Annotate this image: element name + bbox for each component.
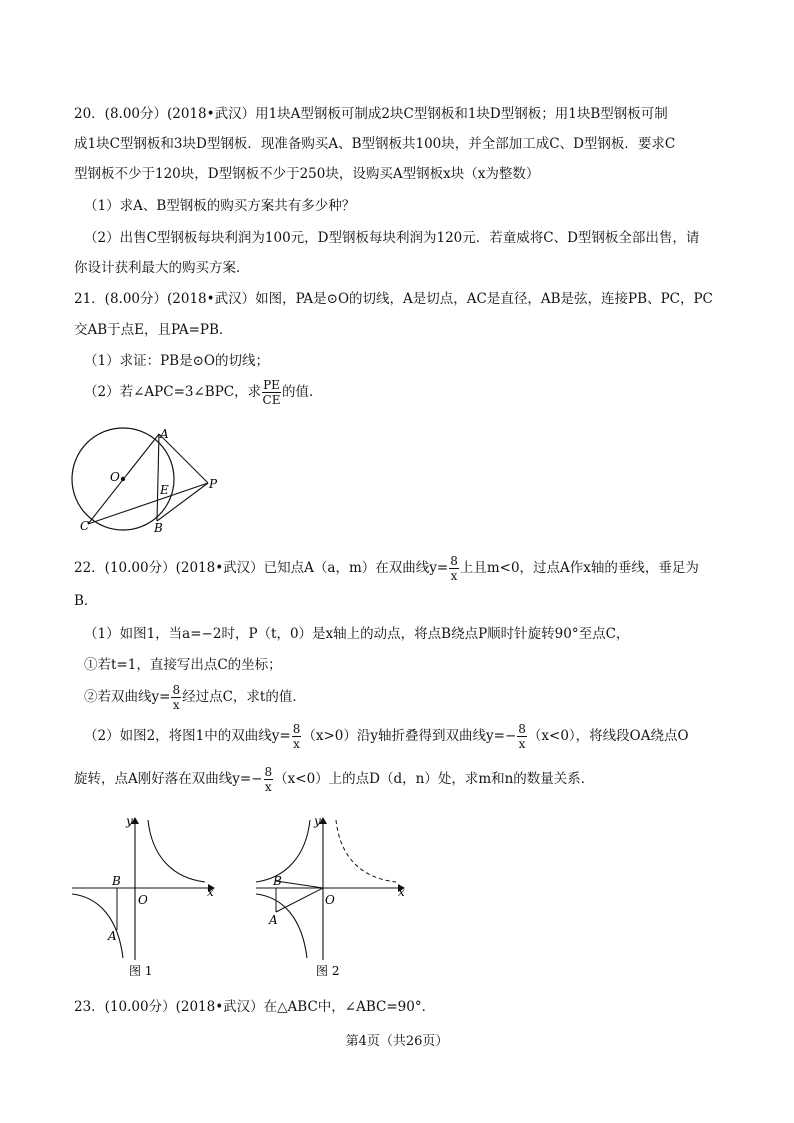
q22-p2-d: 旋转，点A刚好落在双曲线y=− xyxy=(74,771,263,787)
q22-fraction-2 xyxy=(171,683,181,712)
fraction-denominator: x xyxy=(450,569,458,583)
segment-pc xyxy=(88,483,208,524)
label-y: y xyxy=(314,814,321,828)
q22-p2-c: （x<0），将线段OA绕点O xyxy=(527,728,689,744)
original-hyperbola-dashed xyxy=(336,820,396,882)
label-b: B xyxy=(273,874,282,888)
label-p: P xyxy=(209,477,218,491)
q21-part-2-pre: （2）若∠APC=3∠BPC，求 xyxy=(84,384,262,400)
q22-fraction-4 xyxy=(517,722,527,751)
hyperbola-branch-right xyxy=(148,820,205,882)
label-e: E xyxy=(160,483,169,497)
segment-oa xyxy=(276,888,323,912)
q22-sub-2-post: 经过点C，求t的值． xyxy=(182,689,306,705)
label-o: O xyxy=(110,470,120,484)
segment-od xyxy=(276,881,323,888)
q20-line-2: 成1块C型钢板和3块D型钢板．现准备购买A、B型钢板共100块，并全部加工成C、D型钢板．要求C xyxy=(74,136,676,152)
hyperbola-branch-left xyxy=(72,894,123,958)
label-o: O xyxy=(138,893,148,907)
q22-fraction-1 xyxy=(449,554,459,583)
label-b: B xyxy=(154,521,163,535)
q20-line-3: 型钢板不少于120块，D型钢板不少于250块，设购买A型钢板x块（x为整数） xyxy=(74,166,540,182)
q21-line-1: 21．(8.00分）(2018•武汉）如图，PA是⊙O的切线，A是切点，AC是直径，AB是弦，连接PB、PC，PC xyxy=(74,291,713,307)
q20-part-2a: （2）出售C型钢板每块利润为100元，D型钢板每块利润为120元．若童威将C、D型钢板全部出售，请 xyxy=(84,230,700,246)
q21-part-2-post: 的值． xyxy=(281,384,323,400)
label-b: B xyxy=(112,874,121,888)
fraction-numerator: 8 xyxy=(450,554,458,568)
label-a: A xyxy=(269,913,278,927)
q22-fraction-3 xyxy=(292,722,302,751)
q22-p2-e: （x<0）上的点D（d，n）处，求m和n的数量关系． xyxy=(274,771,595,787)
folded-hyperbola-branch xyxy=(256,820,310,882)
tangent-pa xyxy=(159,434,208,483)
q22-sub-1: ①若t=1，直接写出点C的坐标； xyxy=(84,657,282,673)
q22-part-2b xyxy=(74,765,594,794)
figure-1-caption: 图 1 xyxy=(129,964,153,978)
label-x: x xyxy=(398,885,405,899)
hyperbola-branch-left xyxy=(256,894,307,958)
q21-part-2 xyxy=(84,378,322,407)
fraction-numerator: 8 xyxy=(172,683,181,697)
fraction-numerator: PE xyxy=(263,378,280,392)
q22-figure-2 xyxy=(252,812,412,982)
q22-part-1: （1）如图1，当a=−2时，P（t，0）是x轴上的动点，将点B绕点P顺时针旋转90°至点C， xyxy=(84,626,630,642)
figure-2-caption: 图 2 xyxy=(316,964,340,978)
q22-sub-2-pre: ②若双曲线y= xyxy=(84,689,171,705)
center-dot xyxy=(121,477,125,481)
q21-fraction xyxy=(262,378,281,407)
q20-line-1: 20．(8.00分）(2018•武汉）用1块A型钢板可制成2块C型钢板和1块D型钢板；用1块B型钢板可制 xyxy=(74,106,668,122)
fraction-denominator: x xyxy=(518,737,526,751)
page-footer: 第4页（共26页） xyxy=(345,1034,449,1049)
fraction-numerator: 8 xyxy=(518,722,526,736)
q22-p2-b: （x>0）沿y轴折叠得到双曲线y=− xyxy=(302,728,517,744)
label-c: C xyxy=(80,519,90,533)
label-y: y xyxy=(126,814,133,828)
fraction-numerator: 8 xyxy=(292,722,301,736)
label-x: x xyxy=(207,885,214,899)
q20-part-2b: 你设计获利最大的购买方案． xyxy=(74,260,250,276)
fraction-denominator: CE xyxy=(262,393,281,407)
q21-part-1: （1）求证：PB是⊙O的切线； xyxy=(84,353,269,369)
q22-line-1-pre: 22．(10.00分）(2018•武汉）已知点A（a，m）在双曲线y= xyxy=(74,560,449,576)
q23-line-1: 23．(10.00分）(2018•武汉）在△ABC中，∠ABC=90°． xyxy=(74,999,436,1015)
fraction-denominator: x xyxy=(264,780,272,794)
fraction-denominator: x xyxy=(293,737,300,751)
chord-ab xyxy=(157,434,159,521)
fraction-denominator: x xyxy=(172,698,180,712)
q22-p2-a: （2）如图2，将图1中的双曲线y= xyxy=(84,728,291,744)
q22-line-1 xyxy=(74,554,699,583)
label-o: O xyxy=(325,893,335,907)
label-a: A xyxy=(108,929,117,943)
q22-part-2a xyxy=(84,722,689,751)
fraction-numerator: 8 xyxy=(264,765,273,779)
label-a: A xyxy=(160,427,169,441)
q22-line-1-post: 上且m<0，过点A作x轴的垂线，垂足为 xyxy=(459,560,699,576)
q20-part-1: （1）求A、B型钢板的购买方案共有多少种？ xyxy=(84,198,356,214)
q22-figure-1 xyxy=(68,812,218,982)
q22-fraction-5 xyxy=(264,765,274,794)
q21-line-2: 交AB于点E，且PA=PB． xyxy=(74,322,233,338)
q22-sub-2 xyxy=(84,683,306,712)
q21-circle-figure xyxy=(60,420,230,538)
q22-line-2: B． xyxy=(74,593,98,609)
